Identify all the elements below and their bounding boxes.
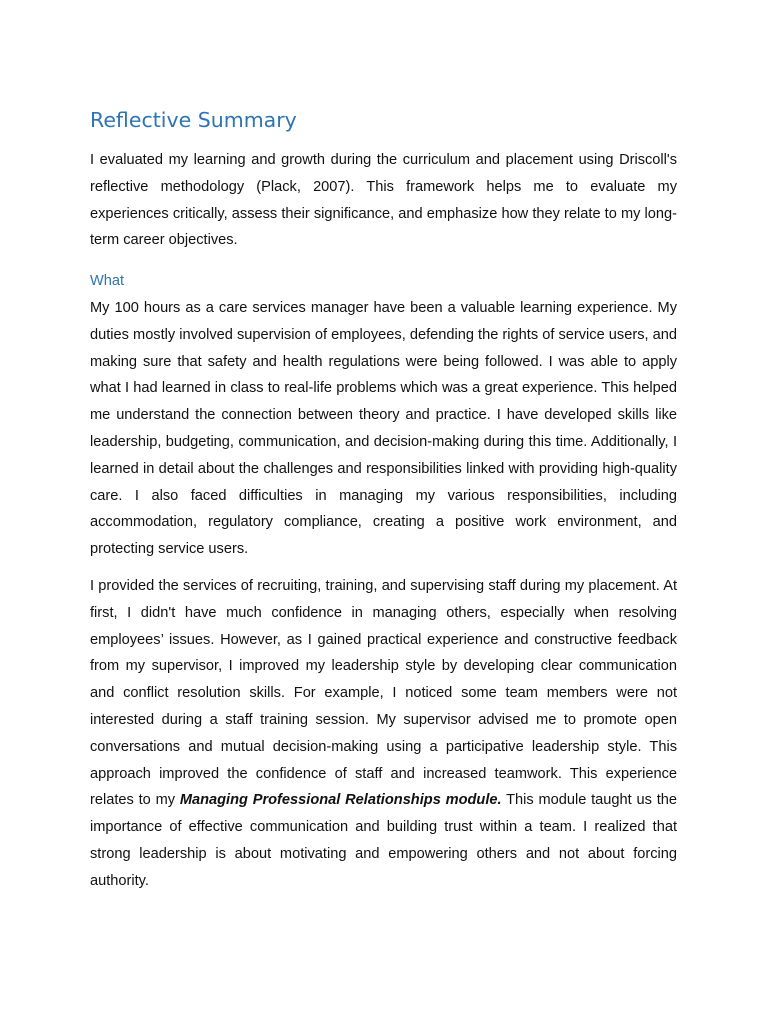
section-heading-what: What <box>90 273 125 290</box>
document-title: Reflective Summary <box>90 108 297 132</box>
paragraph-2-text-after: This module taught us the importance of effective communication and building trust within a team. I realized that strong leadership is about motivating and empowering others and not about forcing authority. <box>90 792 678 889</box>
intro-paragraph: I evaluated my learning and growth during the curriculum and placement using Driscoll's reflective methodology (Plack, 2007). This framework helps me to evaluate my experiences critically, assess their significance, and emphasize how they relate to my long-term career objectives. <box>90 152 677 249</box>
what-paragraph-1: My 100 hours as a care services manager have been a valuable learning experience. My duties mostly involved supervision of employees, defending the rights of service users, and making sure that safety and health regulations were being followed. I was able to apply what I had learned in class to real-life problems which was a great experience. This helped me understand the connection between theory and practice. I have developed skills like leadership, budgeting, communication, and decision-making during this time. Additionally, I learned in detail about the challenges and responsibilities linked with providing high-quality care. I also faced difficulties in managing my various responsibilities, including accommodation, regulatory compliance, creating a positive work environment, and protecting service users. <box>90 299 677 558</box>
paragraph-2-text-before: I provided the services of recruiting, training, and supervising staff during my placement. At first, I didn't have much confidence in managing others, especially when resolving employees’ issues. However, as I gained practical experience and constructive feedback from my supervisor, I improved my leadership style by developing clear communication and conflict resolution skills. For example, I noticed some team members were not interested during a staff training session. My supervisor advised me to promote open conversations and mutual decision-making using a participative leadership style. This approach improved the confidence of staff and increased teamwork. This experience relates to my <box>90 577 677 809</box>
what-paragraph-2 <box>90 573 677 895</box>
document-page <box>90 104 677 895</box>
module-name: Managing Professional Relationships module. <box>179 792 502 809</box>
